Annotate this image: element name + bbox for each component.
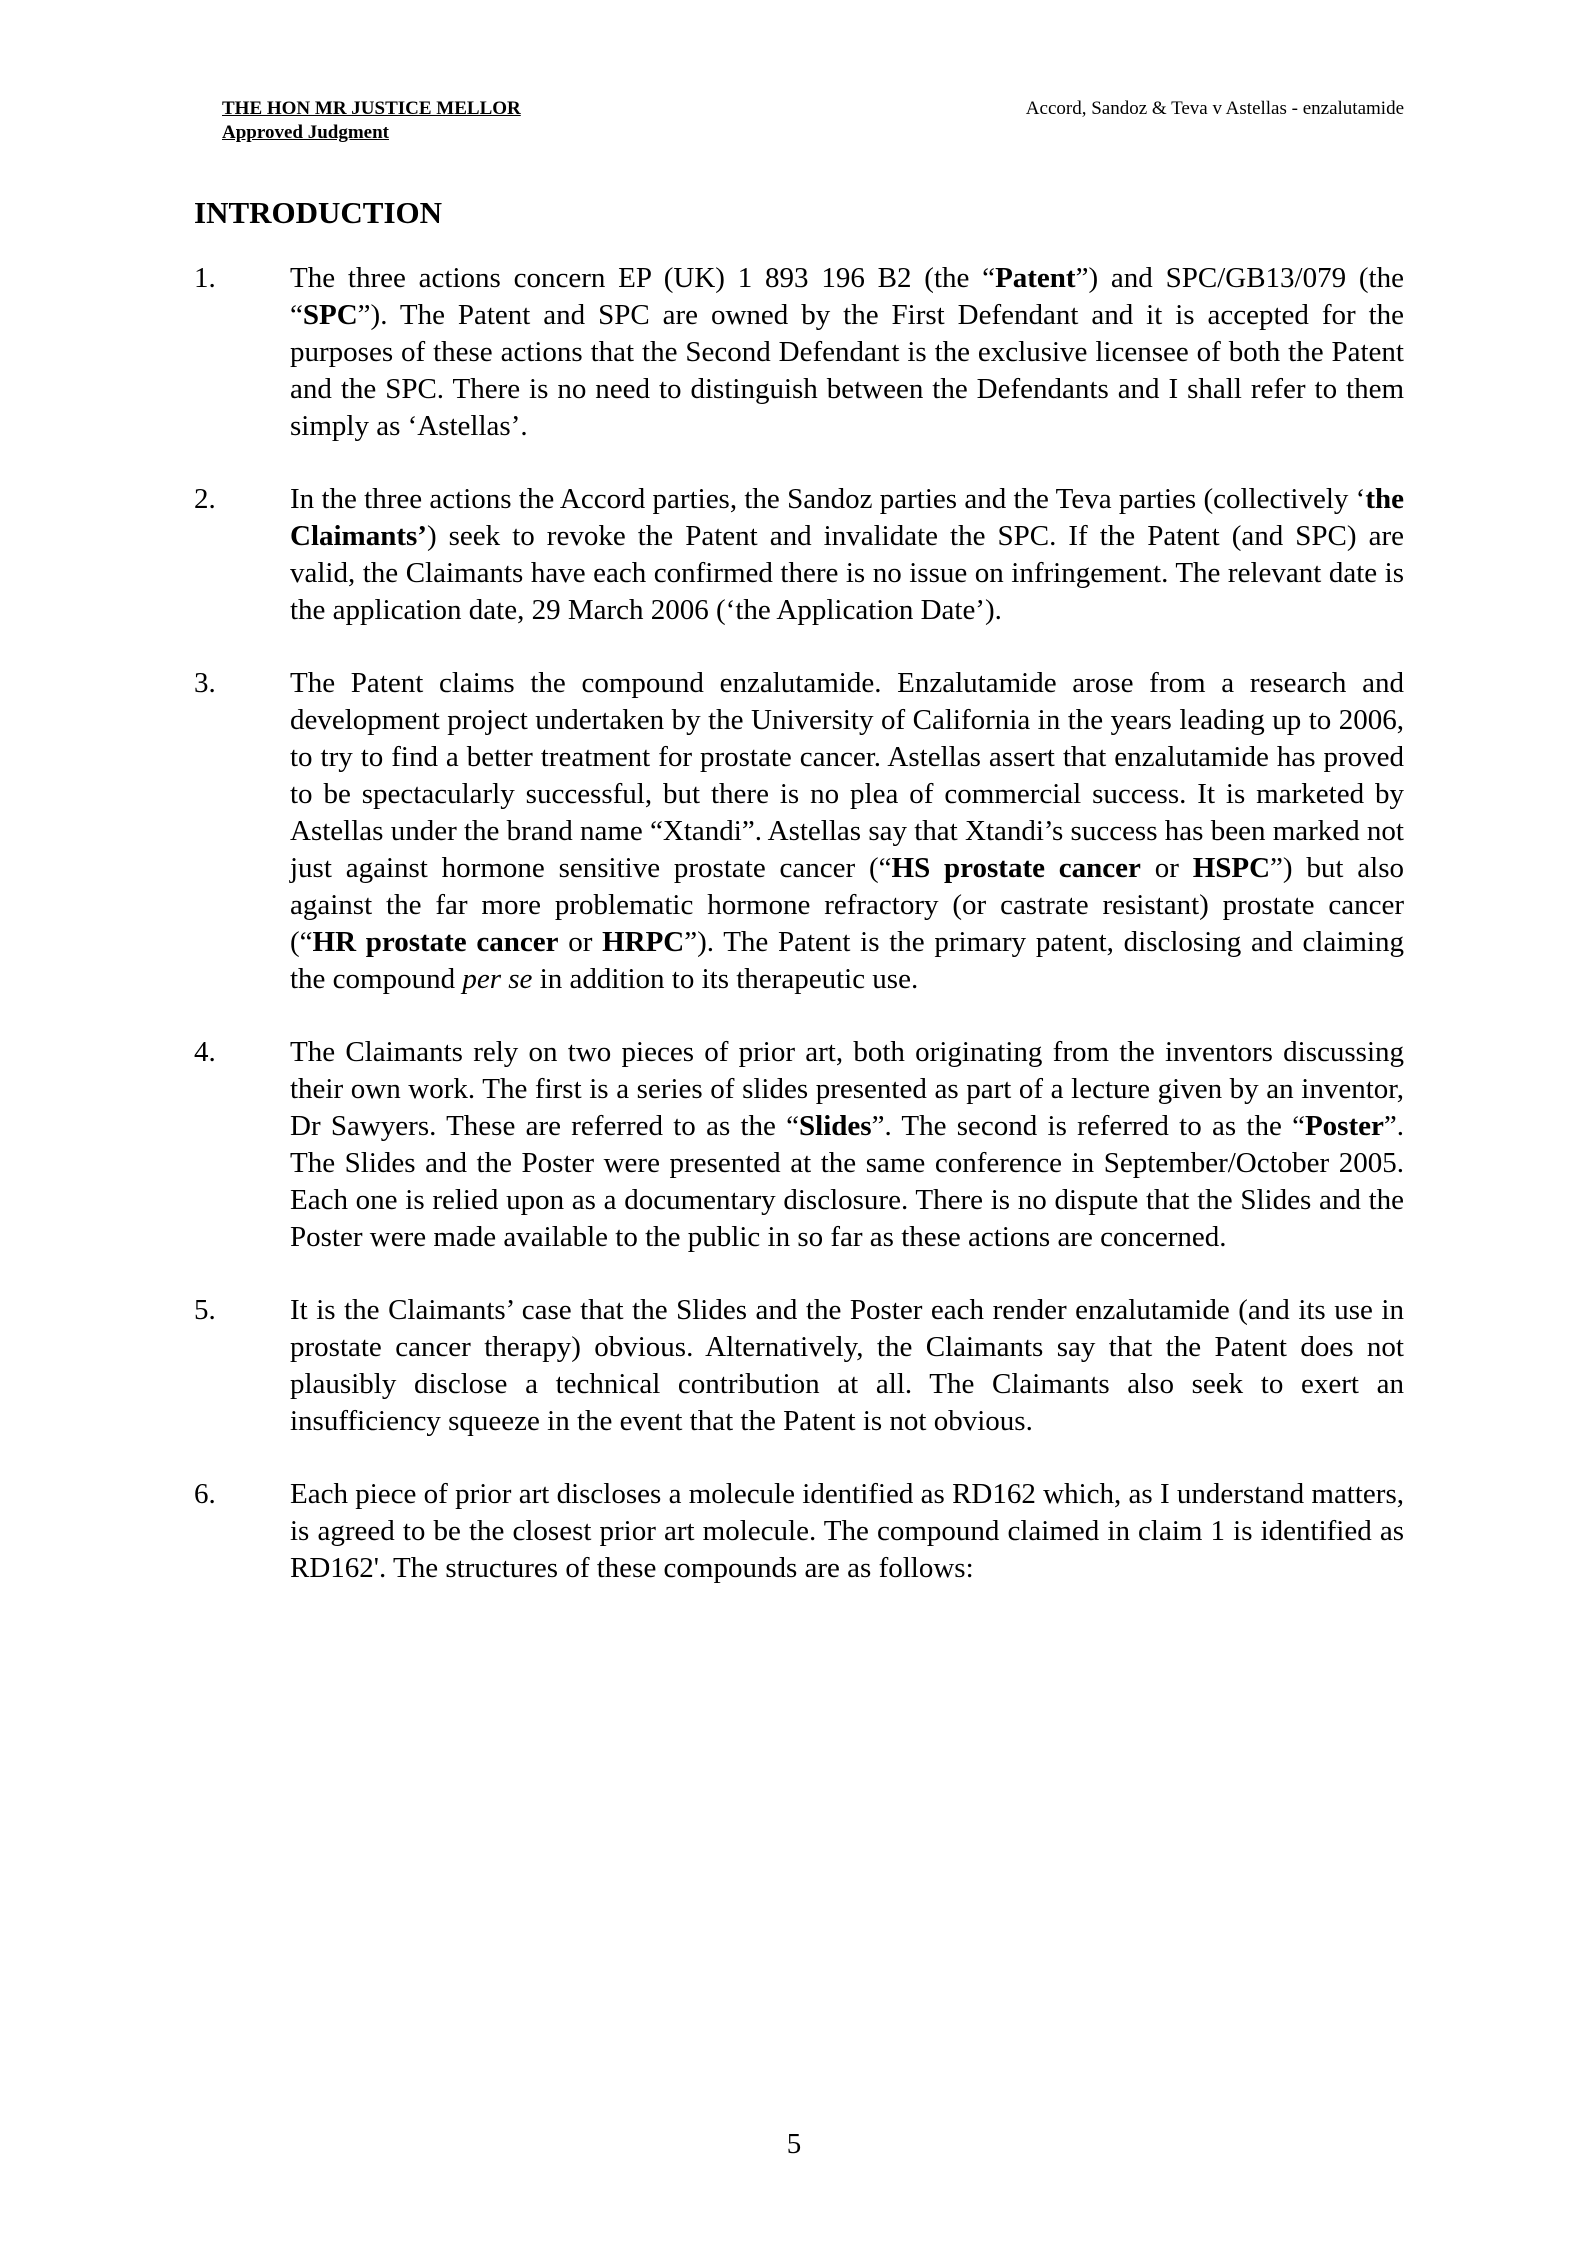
defined-term: Patent	[995, 262, 1076, 294]
defined-term: HSPC	[1192, 852, 1271, 884]
paragraph-text	[290, 665, 1404, 998]
paragraph-number: 3.	[194, 667, 216, 699]
section-heading: INTRODUCTION	[194, 195, 443, 230]
header-judge-name: THE HON MR JUSTICE MELLOR	[222, 98, 521, 119]
paragraph-number: 1.	[194, 262, 216, 294]
paragraph-text	[290, 481, 1404, 629]
defined-term: SPC	[302, 299, 358, 331]
text-run: or	[1140, 852, 1193, 884]
text-run: ”. The second is referred to as the “	[871, 1110, 1305, 1142]
text-run: ”. The Slides and the Poster were presented at the same conference in September/October 2005. Each one is relied upon as a documentary disclosure. There is no dispute that the Slides and the Poster were made available to the public in so far as these actions are concerned.	[290, 1110, 1404, 1253]
text-run: ”) and SPC/GB13/079 (the “	[290, 262, 1404, 331]
text-run: ”). The Patent and SPC are owned by the First Defendant and it is accepted for the purposes of these actions that the Second Defendant is the exclusive licensee of both the Patent and the SPC. There is no need to distinguish between the Defendants and I shall refer to them simply as ‘Astellas’.	[290, 299, 1404, 442]
text-run: The Patent claims the compound enzalutamide. Enzalutamide arose from a research and development project undertaken by the University of California in the years leading up to 2006, to try to find a better treatment for prostate cancer. Astellas assert that enzalutamide has proved to be spectacularly successful, but there is no plea of commercial success. It is marketed by Astellas under the brand name “Xtandi”. Astellas say that Xtandi’s success has been marked not just against hormone sensitive prostate cancer (“	[290, 667, 1404, 884]
paragraph-number: 5.	[194, 1294, 216, 1326]
defined-term: Poster	[1304, 1110, 1384, 1142]
paragraph-text	[290, 1034, 1404, 1256]
paragraph	[194, 665, 1404, 998]
paragraph	[194, 481, 1404, 629]
page-number: 5	[786, 2128, 802, 2160]
defined-term: the Claimants’	[290, 483, 1404, 552]
paragraph	[194, 1292, 1404, 1440]
text-run: ”). The Patent is the primary patent, disclosing and claiming the compound	[290, 926, 1404, 995]
paragraph-number: 6.	[194, 1478, 216, 1510]
paragraph	[194, 1476, 1404, 1587]
text-run: in addition to its therapeutic use.	[532, 963, 919, 995]
defined-term: HRPC	[602, 926, 685, 958]
paragraph-text	[290, 1476, 1404, 1587]
defined-term: Slides	[799, 1110, 872, 1142]
defined-term: HR prostate cancer	[312, 926, 559, 958]
text-run: It is the Claimants’ case that the Slides and the Poster each render enzalutamide (and its use in prostate cancer therapy) obvious. Alternatively, the Claimants say that the Patent does not plausibly disclose a technical contribution at all. The Claimants also seek to exert an insufficiency squeeze in the event that the Patent is not obvious.	[290, 1294, 1404, 1437]
paragraph-number: 4.	[194, 1036, 216, 1068]
paragraph	[194, 1034, 1404, 1256]
header-judgment-status: Approved Judgment	[222, 122, 389, 143]
text-run: ) seek to revoke the Patent and invalidate the SPC. If the Patent (and SPC) are valid, the Claimants have each confirmed there is no issue on infringement. The relevant date is the application date, 29 March 2006 (‘the Application Date’).	[290, 520, 1404, 626]
text-run: Each piece of prior art discloses a molecule identified as RD162 which, as I understand matters, is agreed to be the closest prior art molecule. The compound claimed in claim 1 is identified as RD162'. The structures of these compounds are as follows:	[290, 1478, 1404, 1584]
paragraph-text	[290, 1292, 1404, 1440]
header-case-title: Accord, Sandoz & Teva v Astellas - enzalutamide	[1025, 98, 1404, 119]
italic-phrase: per se	[462, 963, 533, 995]
defined-term: HS prostate cancer	[891, 852, 1141, 884]
paragraph	[194, 260, 1404, 445]
header-judge-block	[222, 97, 521, 145]
text-run: ”) but also against the far more problematic hormone refractory (or castrate resistant) prostate cancer (“	[290, 852, 1404, 958]
text-run: The three actions concern EP (UK) 1 893 196 B2 (the “	[290, 262, 996, 294]
paragraph-list	[194, 260, 1404, 1623]
paragraph-text	[290, 260, 1404, 445]
text-run: In the three actions the Accord parties, the Sandoz parties and the Teva parties (collectively ‘	[290, 483, 1366, 515]
text-run: The Claimants rely on two pieces of prior art, both originating from the inventors discussing their own work. The first is a series of slides presented as part of a lecture given by an inventor, Dr Sawyers. These are referred to as the “	[290, 1036, 1404, 1142]
text-run: or	[558, 926, 603, 958]
paragraph-number: 2.	[194, 483, 216, 515]
